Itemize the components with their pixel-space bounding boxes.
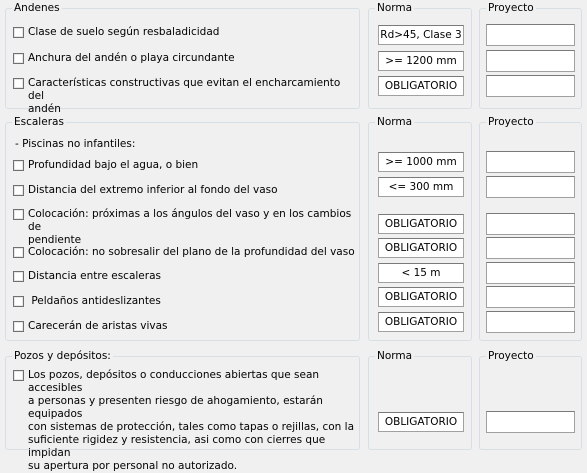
escaleras-peldanos-checkbox[interactable] (13, 296, 24, 307)
andenes-anchura-norma: >= 1200 mm (378, 51, 464, 71)
escaleras-norma-title: Norma (377, 116, 413, 128)
escaleras-peldanos-label: Peldaños antideslizantes (28, 295, 161, 307)
escaleras-title: Escaleras (14, 116, 64, 128)
escaleras-colocacion-angulos-norma: OBLIGATORIO (378, 214, 464, 234)
escaleras-colocacion-angulos-proyecto-input[interactable] (486, 213, 575, 235)
escaleras-distancia-entre-row[interactable] (13, 270, 161, 283)
escaleras-distancia-fondo-checkbox[interactable] (13, 185, 24, 196)
andenes-proyecto-title: Proyecto (488, 2, 534, 14)
escaleras-colocacion-angulos-label-cont: pendiente (28, 234, 82, 246)
escaleras-colocacion-angulos-label: Colocación: próximas a los ángulos del vaso y en los cambios de (28, 208, 352, 233)
pozos-row[interactable] (13, 369, 359, 473)
escaleras-aristas-row[interactable] (13, 320, 168, 333)
escaleras-colocacion-angulos-row[interactable] (13, 208, 359, 247)
andenes-encharcamiento-label: Características constructivas que evitan el encharcamiento del (28, 77, 341, 102)
escaleras-distancia-entre-norma: < 15 m (378, 263, 464, 283)
escaleras-colocacion-plano-label: Colocación: no sobresalir del plano de la profundidad del vaso (28, 246, 355, 258)
pozos-norma-title: Norma (377, 350, 413, 362)
escaleras-subtitle: - Piscinas no infantiles: (15, 138, 136, 150)
andenes-suelo-norma: Rd>45, Clase 3 (378, 25, 464, 45)
pozos-proyecto-group (479, 350, 582, 450)
escaleras-colocacion-plano-checkbox[interactable] (13, 247, 24, 258)
pozos-line-1: Los pozos, depósitos o conducciones abiertas que sean accesibles (28, 369, 320, 394)
escaleras-distancia-fondo-proyecto-input[interactable] (486, 176, 575, 198)
escaleras-proyecto-title: Proyecto (488, 116, 534, 128)
andenes-encharcamiento-checkbox[interactable] (13, 78, 24, 89)
escaleras-peldanos-norma: OBLIGATORIO (378, 287, 464, 307)
escaleras-colocacion-angulos-checkbox[interactable] (13, 209, 24, 220)
andenes-norma-title: Norma (377, 2, 413, 14)
andenes-encharcamiento-label-cont: andén (28, 103, 61, 115)
andenes-suelo-label: Clase de suelo según resbaladicidad (28, 26, 220, 38)
andenes-encharcamiento-row[interactable] (13, 77, 359, 116)
escaleras-profundidad-checkbox[interactable] (13, 160, 24, 171)
escaleras-profundidad-norma: >= 1000 mm (378, 152, 464, 172)
andenes-encharcamiento-norma: OBLIGATORIO (378, 76, 464, 96)
escaleras-colocacion-plano-row[interactable] (13, 246, 355, 259)
escaleras-distancia-fondo-norma: <= 300 mm (378, 177, 464, 197)
escaleras-aristas-norma: OBLIGATORIO (378, 312, 464, 332)
escaleras-profundidad-proyecto-input[interactable] (486, 151, 575, 173)
andenes-group (5, 2, 360, 115)
pozos-label (28, 369, 359, 473)
pozos-line-2: a personas y presenten riesgo de ahogamiento, estarán equipados (28, 395, 323, 420)
escaleras-distancia-entre-proyecto-input[interactable] (486, 262, 575, 284)
pozos-group (5, 350, 360, 472)
pozos-norma-group (368, 350, 472, 450)
escaleras-group (5, 116, 360, 341)
escaleras-distancia-entre-label: Distancia entre escaleras (28, 270, 161, 282)
pozos-checkbox[interactable] (13, 370, 24, 381)
pozos-line-5: su apertura por personal no autorizado. (28, 460, 238, 472)
pozos-proyecto-title: Proyecto (488, 350, 534, 362)
escaleras-profundidad-label: Profundidad bajo el agua, o bien (28, 159, 199, 171)
andenes-suelo-row[interactable] (13, 26, 219, 39)
escaleras-colocacion-plano-proyecto-input[interactable] (486, 237, 575, 259)
andenes-suelo-checkbox[interactable] (13, 27, 24, 38)
pozos-line-3: con sistemas de protección, tales como tapas o rejillas, con la (28, 421, 355, 433)
escaleras-distancia-entre-checkbox[interactable] (13, 271, 24, 282)
escaleras-colocacion-plano-norma: OBLIGATORIO (378, 238, 464, 258)
escaleras-aristas-checkbox[interactable] (13, 321, 24, 332)
escaleras-peldanos-row[interactable] (13, 295, 161, 308)
escaleras-distancia-fondo-row[interactable] (13, 184, 278, 197)
pozos-line-4: suficiente rigidez y resistencia, asi como con cierres que impidan (28, 434, 326, 459)
andenes-anchura-row[interactable] (13, 52, 235, 65)
escaleras-aristas-proyecto-input[interactable] (486, 311, 575, 333)
andenes-encharcamiento-proyecto-input[interactable] (486, 75, 575, 97)
pozos-proyecto-input[interactable] (486, 411, 575, 433)
andenes-title: Andenes (14, 2, 60, 14)
pozos-norma: OBLIGATORIO (378, 412, 464, 432)
escaleras-peldanos-proyecto-input[interactable] (486, 286, 575, 308)
andenes-anchura-label: Anchura del andén o playa circundante (28, 52, 235, 64)
andenes-anchura-proyecto-input[interactable] (486, 50, 575, 72)
andenes-suelo-proyecto-input[interactable] (486, 24, 575, 46)
escaleras-distancia-fondo-label: Distancia del extremo inferior al fondo del vaso (28, 184, 278, 196)
pozos-title: Pozos y depósitos: (14, 350, 111, 362)
escaleras-profundidad-row[interactable] (13, 159, 198, 172)
andenes-anchura-checkbox[interactable] (13, 53, 24, 64)
escaleras-aristas-label: Carecerán de aristas vivas (28, 320, 168, 332)
